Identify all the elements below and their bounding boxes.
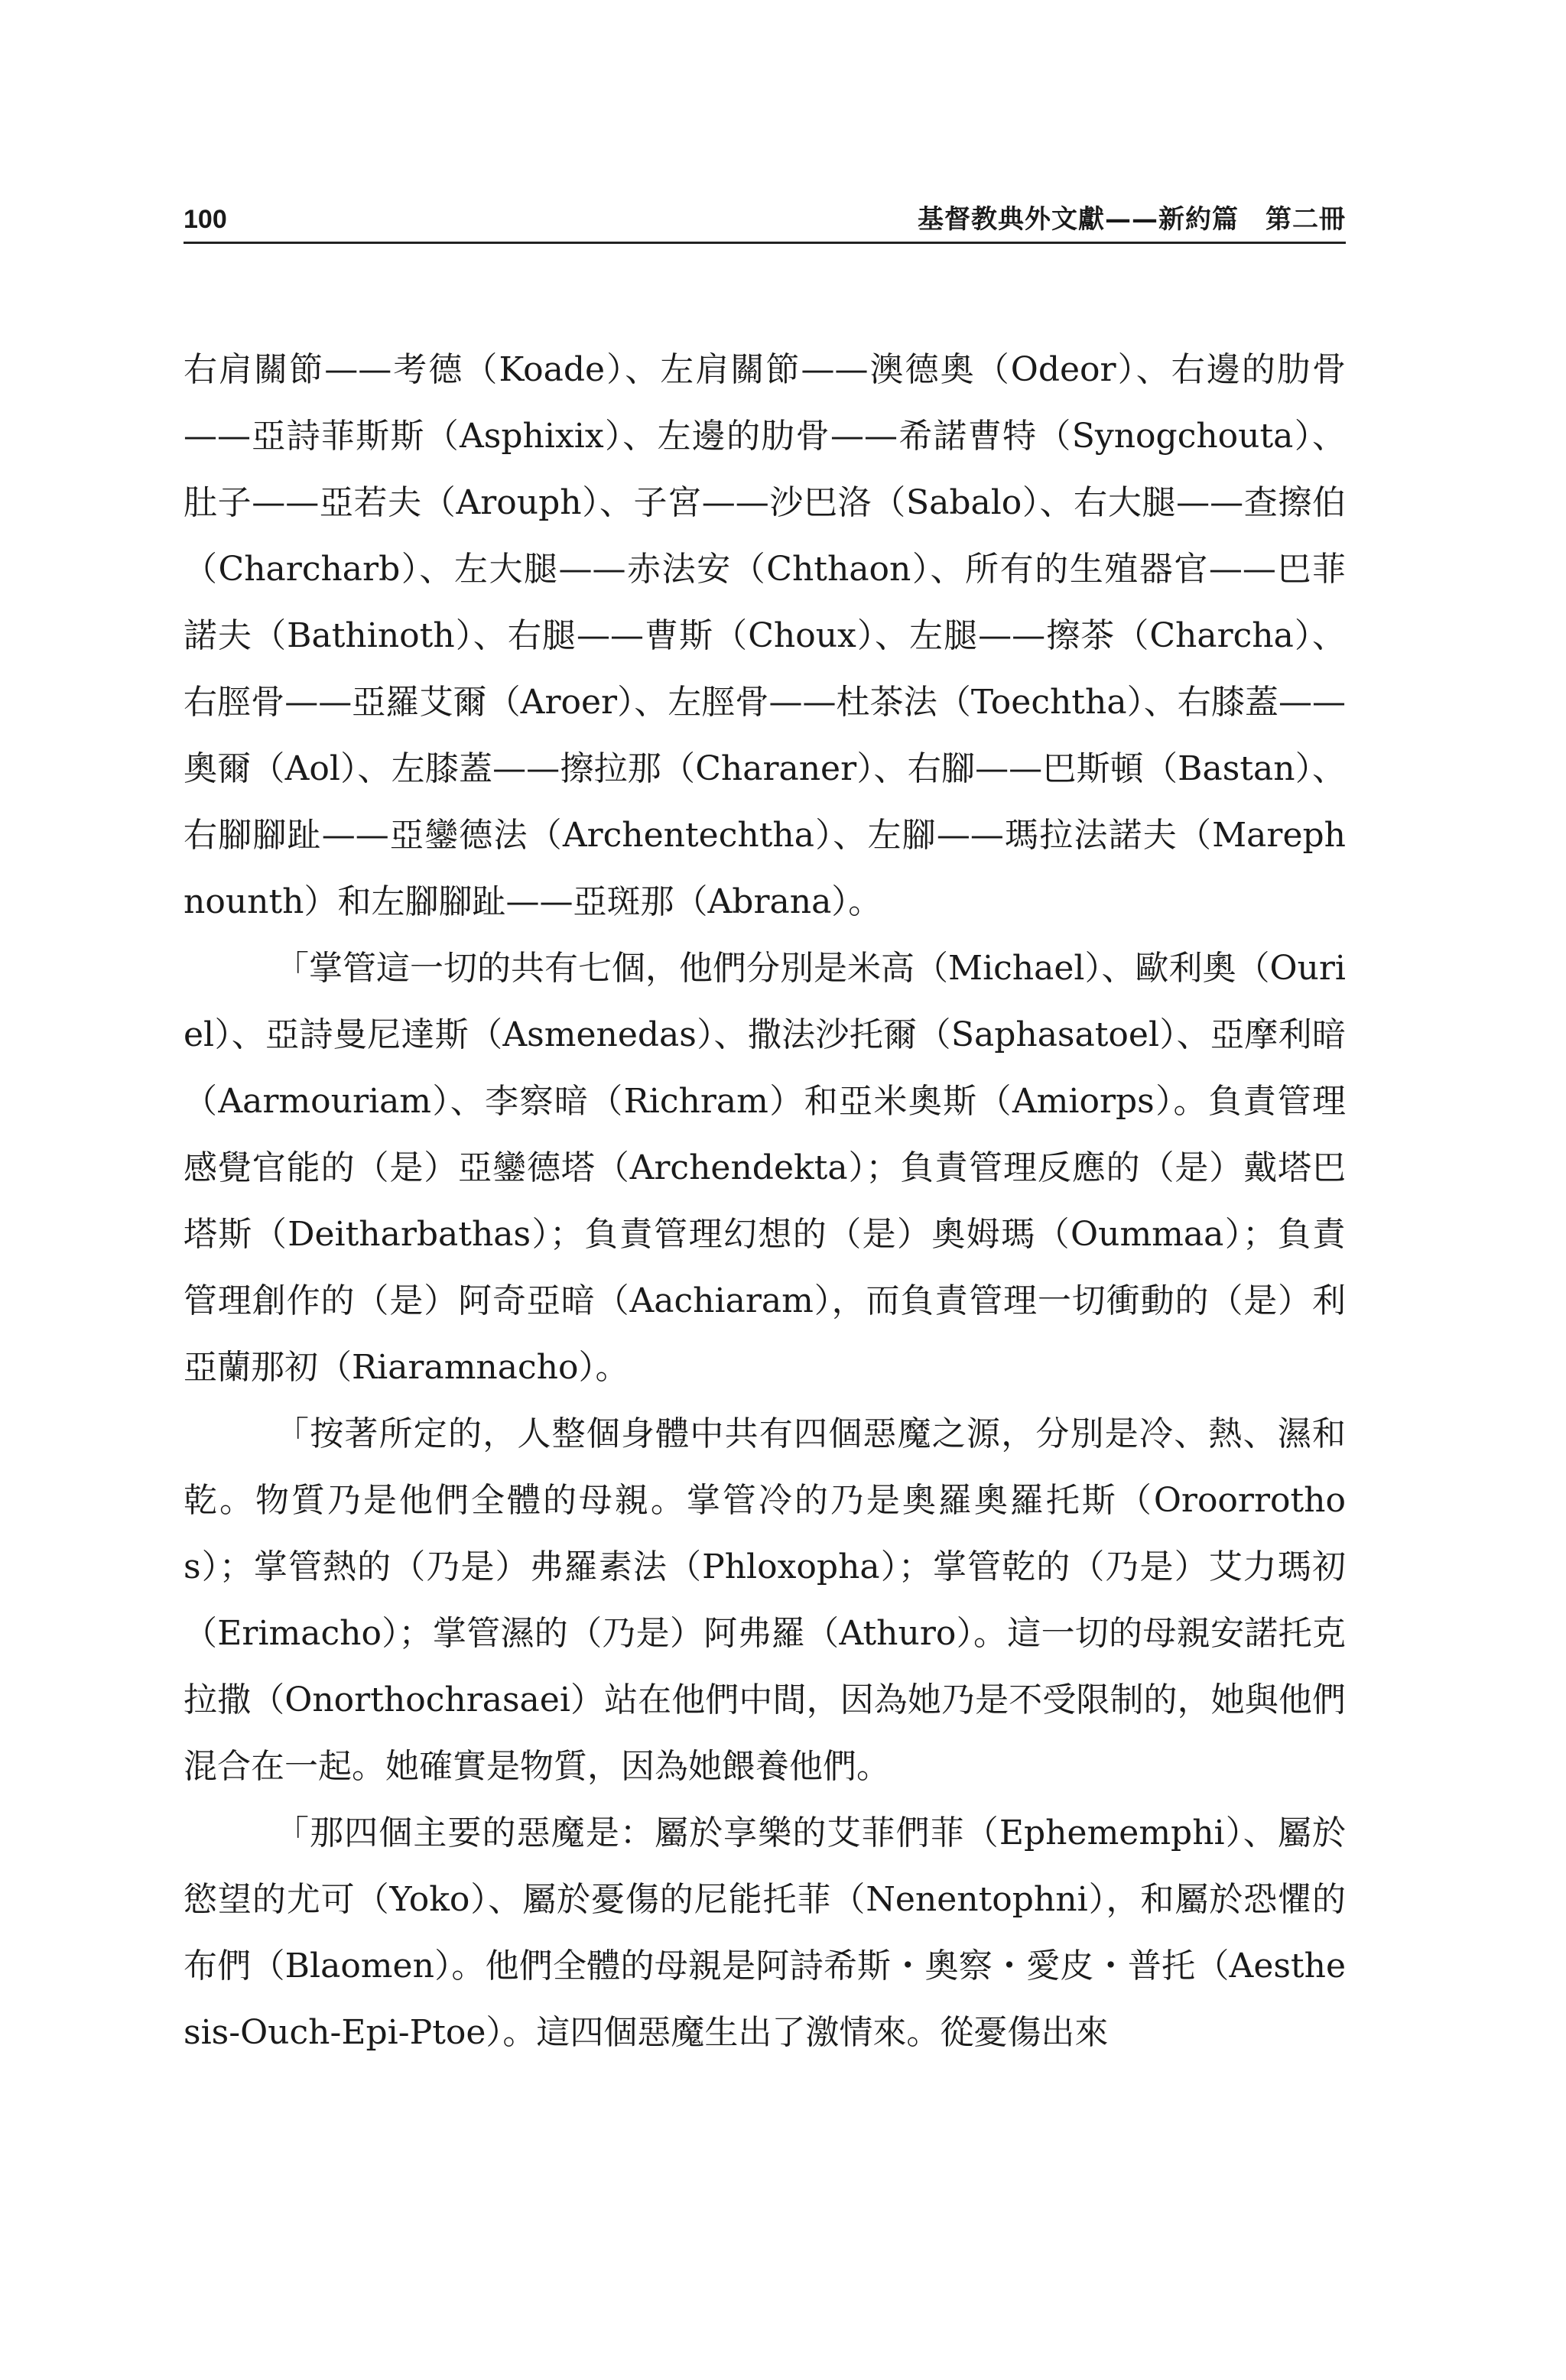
paragraph-2: 「掌管這一切的共有七個，他們分別是米高（Michael）、歐利奧（Ouriel）、亞詩曼尼達斯（Asmenedas）、撒法沙托爾（Saphasatoel）、亞摩利暗（Aarmouriam）、李察暗（Richram）和亞米奧斯（Amiorps）。負責管理感覺官能的（是）亞鑾德塔（Archendekta）；負責管理反應的（是）戴塔巴塔斯（Deitharbathas）；負責管理幻想的（是）奧姆瑪（Oummaa）；負責管理創作的（是）阿奇亞暗（Aachiaram），而負責管理一切衝動的（是）利亞蘭那初（Riaramnacho）。 [184,949,1346,1387]
body-text [184,336,1346,2066]
page-header [184,200,1346,246]
paragraph-3: 「按著所定的，人整個身體中共有四個惡魔之源，分別是冷、熱、濕和乾。物質乃是他們全體的母親。掌管冷的乃是奧羅奧羅托斯（Oroorrothos）；掌管熱的（乃是）弗羅素法（Phloxopha）；掌管乾的（乃是）艾力瑪初（Erimacho）；掌管濕的（乃是）阿弗羅（Athuro）。這一切的母親安諾托克拉撒（Onorthochrasaei）站在他們中間，因為她乃是不受限制的，她與他們混合在一起。她確實是物質，因為她餵養他們。 [184,1414,1346,1786]
paragraph-1: 右肩關節——考德（Koade）、左肩關節——澳德奧（Odeor）、右邊的肋骨——亞詩菲斯斯（Asphixix）、左邊的肋骨——希諾曹特（Synogchouta）、肚子——亞若夫（Arouph）、子宮——沙巴洛（Sabalo）、右大腿——查擦伯（Charcharb）、左大腿——赤法安（Chthaon）、所有的生殖器官——巴菲諾夫（Bathinoth）、右腿——曹斯（Choux）、左腿——擦茶（Charcha）、右脛骨——亞羅艾爾（Aroer）、左脛骨——杜茶法（Toechtha）、右膝蓋——奧爾（Aol）、左膝蓋——擦拉那（Charaner）、右腳——巴斯頓（Bastan）、右腳腳趾——亞鑾德法（Archentechtha）、左腳——瑪拉法諾夫（Marephnounth）和左腳腳趾——亞斑那（Abrana）。 [184,350,1346,921]
running-title: 基督教典外文獻——新約篇 第二冊 [918,204,1346,235]
page-number: 100 [184,205,227,234]
paragraph-4: 「那四個主要的惡魔是：屬於享樂的艾菲們菲（Ephememphi）、屬於慾望的尤可（Yoko）、屬於憂傷的尼能托菲（Nenentophni），和屬於恐懼的布們（Blaomen）。他們全體的母親是阿詩希斯・奧察・愛皮・普托（Aesthesis-Ouch-Epi-Ptoe）。這四個惡魔生出了激情來。從憂傷出來 [184,1813,1346,2052]
header-rule [184,242,1346,244]
